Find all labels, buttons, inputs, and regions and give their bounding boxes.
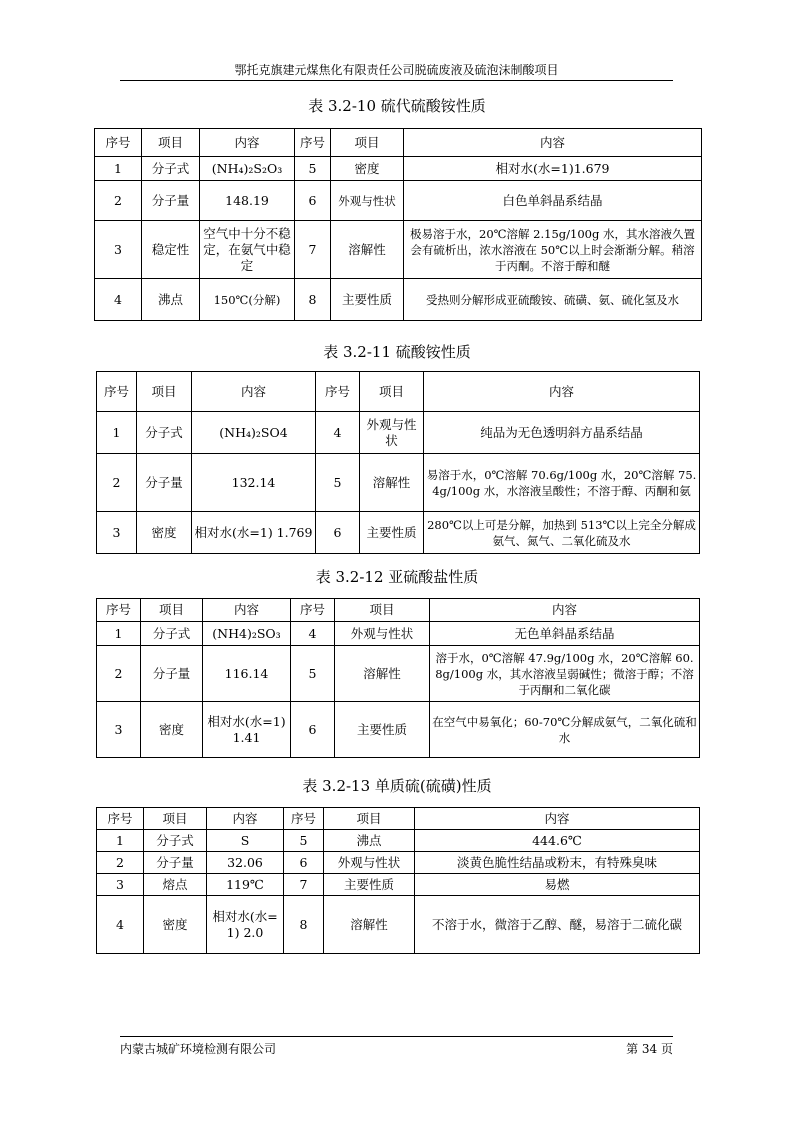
- table-cell: 3: [97, 874, 144, 896]
- table-cell: 7: [284, 874, 324, 896]
- table-cell: 6: [316, 512, 360, 554]
- table-cell: 1: [97, 622, 141, 646]
- table-cell: 沸点: [324, 830, 415, 852]
- header-cell: 项目: [141, 599, 203, 622]
- table-cell: 2: [95, 181, 142, 221]
- table-cell: 7: [295, 221, 331, 279]
- table-cell: 主要性质: [335, 702, 430, 758]
- header-cell: 序号: [95, 129, 142, 157]
- table-row: [95, 279, 702, 321]
- header-cell: 内容: [192, 372, 316, 412]
- table-cell: 6: [284, 852, 324, 874]
- header-cell: 项目: [331, 129, 404, 157]
- table-cell: (NH4)₂SO₃: [203, 622, 291, 646]
- table-cell: 分子量: [137, 454, 192, 512]
- table-cell: 溶解性: [324, 896, 415, 954]
- table-cell: 5: [316, 454, 360, 512]
- table-cell: 1: [97, 412, 137, 454]
- header-rule: [120, 80, 673, 81]
- table-cell: 分子式: [144, 830, 207, 852]
- header-cell: 内容: [404, 129, 702, 157]
- table-cell: 外观与性状: [335, 622, 430, 646]
- table-cell: 分子量: [142, 181, 200, 221]
- table-row: [97, 874, 700, 896]
- table-cell: 密度: [144, 896, 207, 954]
- header-cell: 内容: [203, 599, 291, 622]
- table-header-row: [97, 808, 700, 830]
- table-caption: 表 3.2-11 硫酸铵性质: [323, 343, 471, 361]
- table-row: [95, 221, 702, 279]
- table-row: [97, 896, 700, 954]
- table-cell: 纯品为无色透明斜方晶系结晶: [424, 412, 700, 454]
- table-cell: 32.06: [207, 852, 284, 874]
- table-row: [97, 646, 700, 702]
- table-cell: 沸点: [142, 279, 200, 321]
- table-cell: 淡黄色脆性结晶或粉末，有特殊臭味: [415, 852, 700, 874]
- table-cell: 4: [291, 622, 335, 646]
- table-header-row: [95, 129, 702, 157]
- table-cell: 溶解性: [335, 646, 430, 702]
- properties-table: [96, 598, 700, 758]
- table-cell: 主要性质: [360, 512, 424, 554]
- table-row: [97, 830, 700, 852]
- table-cell: 无色单斜晶系结晶: [430, 622, 700, 646]
- table-cell: 4: [97, 896, 144, 954]
- table-cell: 密度: [331, 157, 404, 181]
- header-cell: 内容: [207, 808, 284, 830]
- header-cell: 序号: [97, 372, 137, 412]
- properties-table: [96, 807, 700, 954]
- header-cell: 序号: [295, 129, 331, 157]
- footer-rule: [120, 1036, 673, 1037]
- table-cell: 熔点: [144, 874, 207, 896]
- table-cell: 主要性质: [331, 279, 404, 321]
- table-cell: 148.19: [200, 181, 295, 221]
- table-cell: 280℃以上可是分解，加热到 513℃以上完全分解成氨气、氮气、二氧化硫及水: [424, 512, 700, 554]
- table-cell: 5: [295, 157, 331, 181]
- table-cell: 分子式: [137, 412, 192, 454]
- table-cell: 8: [295, 279, 331, 321]
- table-cell: 分子式: [142, 157, 200, 181]
- header-cell: 序号: [97, 599, 141, 622]
- table-cell: 在空气中易氧化；60-70℃分解成氨气，二氧化硫和水: [430, 702, 700, 758]
- header-cell: 项目: [324, 808, 415, 830]
- table-caption: 表 3.2-12 亚硫酸盐性质: [315, 568, 479, 586]
- table-cell: 溶解性: [331, 221, 404, 279]
- properties-table: [96, 371, 700, 554]
- header-cell: 序号: [97, 808, 144, 830]
- table-cell: 分子量: [141, 646, 203, 702]
- header-cell: 项目: [360, 372, 424, 412]
- table-cell: 5: [284, 830, 324, 852]
- table-row: [97, 412, 700, 454]
- table-cell: 极易溶于水，20℃溶解 2.15g/100g 水，其水溶液久置会有硫析出，浓水溶液在 50℃以上时会渐渐分解。稍溶于丙酮。不溶于醇和醚: [404, 221, 702, 279]
- table-header-row: [97, 372, 700, 412]
- table-cell: 外观与性状: [324, 852, 415, 874]
- table-cell: 外观与性状: [360, 412, 424, 454]
- table-row: [97, 454, 700, 512]
- table-cell: 不溶于水，微溶于乙醇、醚，易溶于二硫化碳: [415, 896, 700, 954]
- header-cell: 序号: [284, 808, 324, 830]
- table-row: [97, 622, 700, 646]
- table-cell: 2: [97, 454, 137, 512]
- table-cell: 116.14: [203, 646, 291, 702]
- table-cell: 2: [97, 646, 141, 702]
- table-cell: 6: [295, 181, 331, 221]
- table-cell: 分子式: [141, 622, 203, 646]
- table-cell: 稳定性: [142, 221, 200, 279]
- header-cell: 内容: [415, 808, 700, 830]
- table-cell: 密度: [141, 702, 203, 758]
- table-cell: 8: [284, 896, 324, 954]
- table-cell: 4: [95, 279, 142, 321]
- table-cell: 外观与性状: [331, 181, 404, 221]
- table-cell: 150℃(分解): [200, 279, 295, 321]
- table-cell: 相对水(水=1)1.679: [404, 157, 702, 181]
- table-cell: 6: [291, 702, 335, 758]
- table-cell: (NH₄)₂SO4: [192, 412, 316, 454]
- table-cell: 相对水(水=1)1.41: [203, 702, 291, 758]
- table-cell: 3: [95, 221, 142, 279]
- header-cell: 项目: [142, 129, 200, 157]
- header-cell: 内容: [424, 372, 700, 412]
- table-cell: 3: [97, 702, 141, 758]
- table-row: [95, 181, 702, 221]
- footer-company: 内蒙古城矿环境检测有限公司: [120, 1042, 277, 1056]
- table-cell: 受热则分解形成亚硫酸铵、硫磺、氨、硫化氢及水: [404, 279, 702, 321]
- properties-table: [94, 128, 702, 321]
- header-cell: 项目: [335, 599, 430, 622]
- header-cell: 序号: [316, 372, 360, 412]
- table-row: [95, 157, 702, 181]
- table-cell: 溶于水，0℃溶解 47.9g/100g 水，20℃溶解 60.8g/100g 水，其水溶液呈弱碱性；微溶于醇；不溶于丙酮和二氧化碳: [430, 646, 700, 702]
- table-cell: 1: [95, 157, 142, 181]
- table-cell: 1: [97, 830, 144, 852]
- header-cell: 项目: [137, 372, 192, 412]
- table-cell: 相对水(水=1) 2.0: [207, 896, 284, 954]
- table-cell: 主要性质: [324, 874, 415, 896]
- table-cell: 易溶于水，0℃溶解 70.6g/100g 水，20℃溶解 75.4g/100g 水，水溶液呈酸性；不溶于醇、丙酮和氨: [424, 454, 700, 512]
- table-cell: 3: [97, 512, 137, 554]
- table-header-row: [97, 599, 700, 622]
- table-cell: 119℃: [207, 874, 284, 896]
- table-caption: 表 3.2-13 单质硫(硫磺)性质: [302, 777, 492, 795]
- table-cell: 分子量: [144, 852, 207, 874]
- table-cell: 相对水(水=1) 1.769: [192, 512, 316, 554]
- table-cell: 5: [291, 646, 335, 702]
- page-header-title: 鄂托克旗建元煤焦化有限责任公司脱硫废液及硫泡沫制酸项目: [234, 63, 559, 77]
- table-caption: 表 3.2-10 硫代硫酸铵性质: [308, 97, 486, 115]
- table-cell: S: [207, 830, 284, 852]
- table-row: [97, 702, 700, 758]
- table-cell: 444.6℃: [415, 830, 700, 852]
- footer-page-number: 第 34 页: [626, 1042, 673, 1056]
- header-cell: 项目: [144, 808, 207, 830]
- table-cell: 溶解性: [360, 454, 424, 512]
- table-cell: 132.14: [192, 454, 316, 512]
- table-cell: 易燃: [415, 874, 700, 896]
- header-cell: 序号: [291, 599, 335, 622]
- header-cell: 内容: [200, 129, 295, 157]
- table-cell: 密度: [137, 512, 192, 554]
- table-cell: 2: [97, 852, 144, 874]
- table-cell: (NH₄)₂S₂O₃: [200, 157, 295, 181]
- table-row: [97, 852, 700, 874]
- table-cell: 空气中十分不稳定，在氨气中稳定: [200, 221, 295, 279]
- table-row: [97, 512, 700, 554]
- table-cell: 4: [316, 412, 360, 454]
- table-cell: 白色单斜晶系结晶: [404, 181, 702, 221]
- header-cell: 内容: [430, 599, 700, 622]
